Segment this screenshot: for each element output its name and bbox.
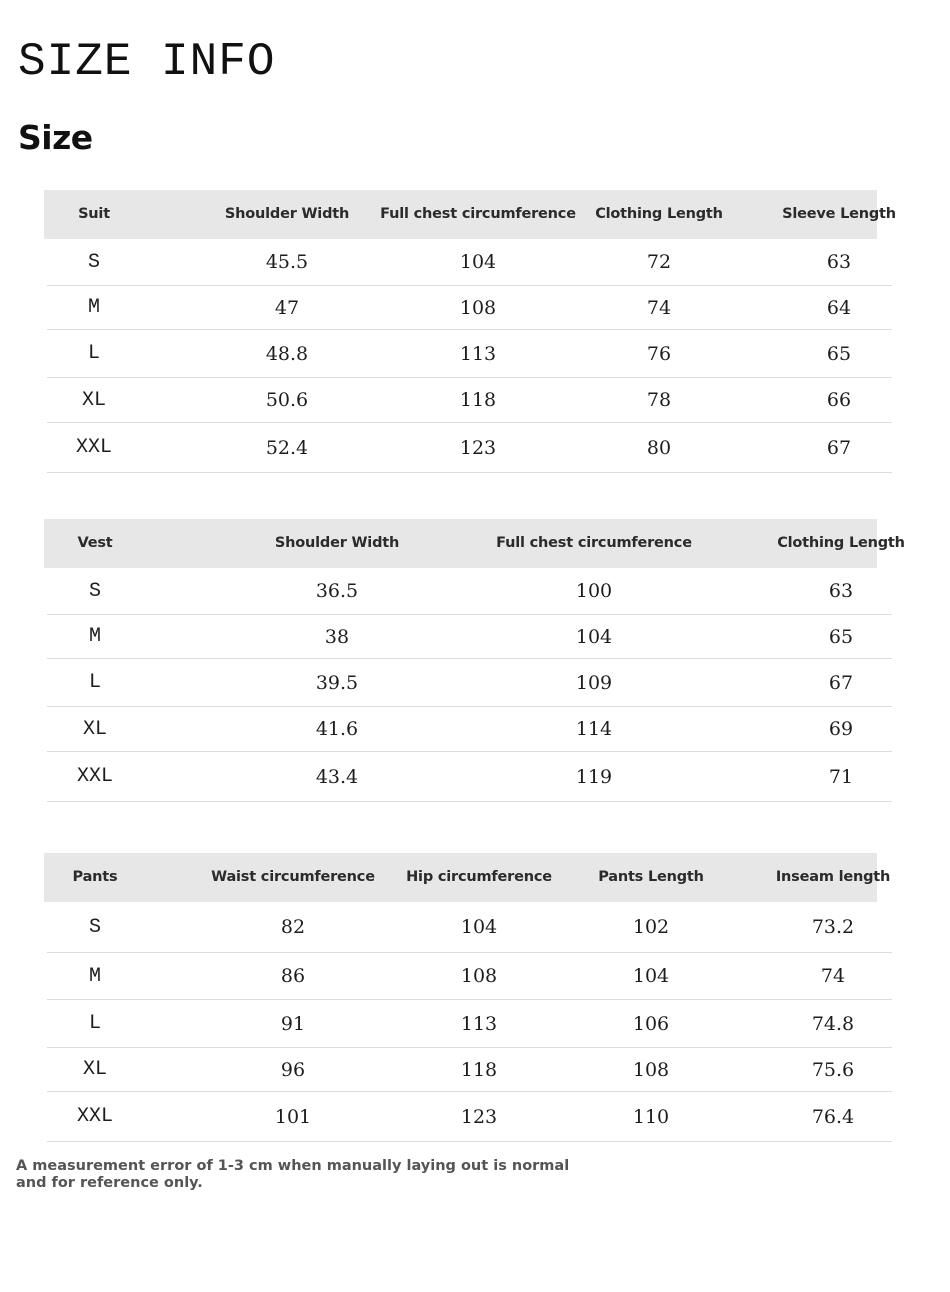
section-title: Size: [18, 118, 93, 157]
table-cell: 102: [632, 916, 670, 938]
table-cell: 113: [460, 1012, 498, 1035]
measurement-note: A measurement error of 1-3 cm when manually laying out is normal and for reference only.: [16, 1158, 570, 1191]
table-cell: 104: [460, 916, 498, 938]
table-row: [47, 953, 892, 1000]
table-cell: 123: [460, 1105, 498, 1128]
table-row: [47, 330, 892, 378]
table-cell: 45.5: [265, 251, 309, 273]
table-cell: 74: [820, 965, 846, 987]
table-cell: 118: [459, 389, 497, 411]
size-label: S: [87, 250, 101, 274]
table-cell: 108: [632, 1058, 670, 1081]
table-cell: 63: [828, 580, 854, 602]
size-label: XXL: [76, 765, 114, 788]
table-cell: 118: [460, 1058, 498, 1081]
table-cell: 69: [828, 718, 854, 740]
size-label: XL: [82, 717, 108, 741]
column-header: Shoulder Width: [274, 535, 400, 551]
column-header: Sleeve Length: [782, 206, 896, 222]
table-cell: 47: [274, 296, 300, 319]
table-cell: 65: [826, 342, 852, 365]
column-header: Pants: [72, 869, 118, 885]
size-label: XL: [82, 1058, 108, 1081]
table-cell: 109: [575, 671, 613, 694]
size-label: S: [88, 915, 102, 939]
vest-table-header: [44, 519, 905, 568]
column-header: Waist circumference: [211, 869, 375, 885]
size-label: XL: [81, 388, 107, 412]
column-header: Suit: [78, 206, 110, 222]
table-cell: 96: [280, 1058, 306, 1081]
table-row: [47, 752, 892, 802]
table-cell: 72: [646, 251, 672, 273]
table-row: [47, 378, 892, 423]
column-header: Clothing Length: [777, 535, 905, 551]
table-cell: 76: [646, 342, 672, 365]
column-header: Shoulder Width: [224, 206, 350, 222]
table-cell: 113: [459, 342, 497, 365]
table-cell: 67: [828, 671, 854, 694]
table-cell: 66: [826, 389, 852, 411]
size-label: M: [88, 964, 102, 988]
table-cell: 52.4: [265, 436, 309, 459]
table-cell: 74.8: [811, 1012, 855, 1035]
size-label: XXL: [76, 1105, 114, 1128]
table-cell: 106: [632, 1012, 670, 1035]
column-header: Vest: [77, 535, 113, 551]
table-cell: 38: [324, 625, 350, 648]
vest-size-table: [44, 519, 905, 802]
table-row: [47, 423, 892, 473]
size-label: XXL: [75, 436, 113, 459]
column-header: Inseam length: [775, 869, 891, 885]
table-cell: 110: [632, 1105, 670, 1128]
table-cell: 43.4: [315, 765, 359, 788]
table-cell: 39.5: [315, 671, 359, 694]
table-cell: 36.5: [315, 580, 359, 602]
table-cell: 65: [828, 625, 854, 648]
table-row: [47, 1048, 892, 1092]
table-cell: 108: [459, 296, 497, 319]
size-label: L: [87, 342, 101, 365]
table-cell: 119: [575, 765, 613, 788]
table-cell: 82: [280, 916, 306, 938]
table-row: [47, 239, 892, 286]
table-cell: 71: [828, 765, 854, 788]
column-header: Clothing Length: [595, 206, 723, 222]
table-cell: 41.6: [315, 718, 359, 740]
size-label: L: [88, 671, 102, 694]
table-cell: 63: [826, 251, 852, 273]
size-label: S: [88, 579, 102, 603]
table-cell: 75.6: [811, 1058, 855, 1081]
table-row: [47, 707, 892, 752]
table-row: [47, 568, 892, 615]
table-cell: 86: [280, 965, 306, 987]
table-cell: 74: [646, 296, 672, 319]
table-row: [47, 902, 892, 953]
table-cell: 50.6: [265, 389, 309, 411]
column-header: Full chest circumference: [380, 206, 576, 222]
table-row: [47, 1092, 892, 1142]
table-cell: 48.8: [265, 342, 309, 365]
table-cell: 64: [826, 296, 852, 319]
table-cell: 91: [280, 1012, 306, 1035]
page-title: SIZE INFO: [18, 36, 276, 88]
table-cell: 80: [646, 436, 672, 459]
suit-table-header: [44, 190, 896, 239]
pants-size-table: [44, 853, 892, 1142]
table-cell: 101: [274, 1105, 312, 1128]
size-label: L: [88, 1012, 102, 1035]
column-header: Hip circumference: [406, 869, 552, 885]
table-cell: 100: [575, 580, 613, 602]
table-cell: 76.4: [811, 1105, 855, 1128]
table-cell: 78: [646, 389, 672, 411]
table-row: [47, 659, 892, 707]
table-cell: 108: [460, 965, 498, 987]
table-row: [47, 286, 892, 330]
table-cell: 104: [575, 625, 613, 648]
table-cell: 104: [632, 965, 670, 987]
pants-table-header: [44, 853, 891, 902]
size-label: M: [88, 625, 102, 648]
table-cell: 123: [459, 436, 497, 459]
table-cell: 104: [459, 251, 497, 273]
table-cell: 73.2: [811, 916, 855, 938]
size-label: M: [87, 296, 101, 319]
column-header: Full chest circumference: [496, 535, 692, 551]
table-row: [47, 615, 892, 659]
table-row: [47, 1000, 892, 1048]
column-header: Pants Length: [598, 869, 704, 885]
suit-size-table: [44, 190, 896, 473]
table-cell: 114: [575, 718, 613, 740]
table-cell: 67: [826, 436, 852, 459]
